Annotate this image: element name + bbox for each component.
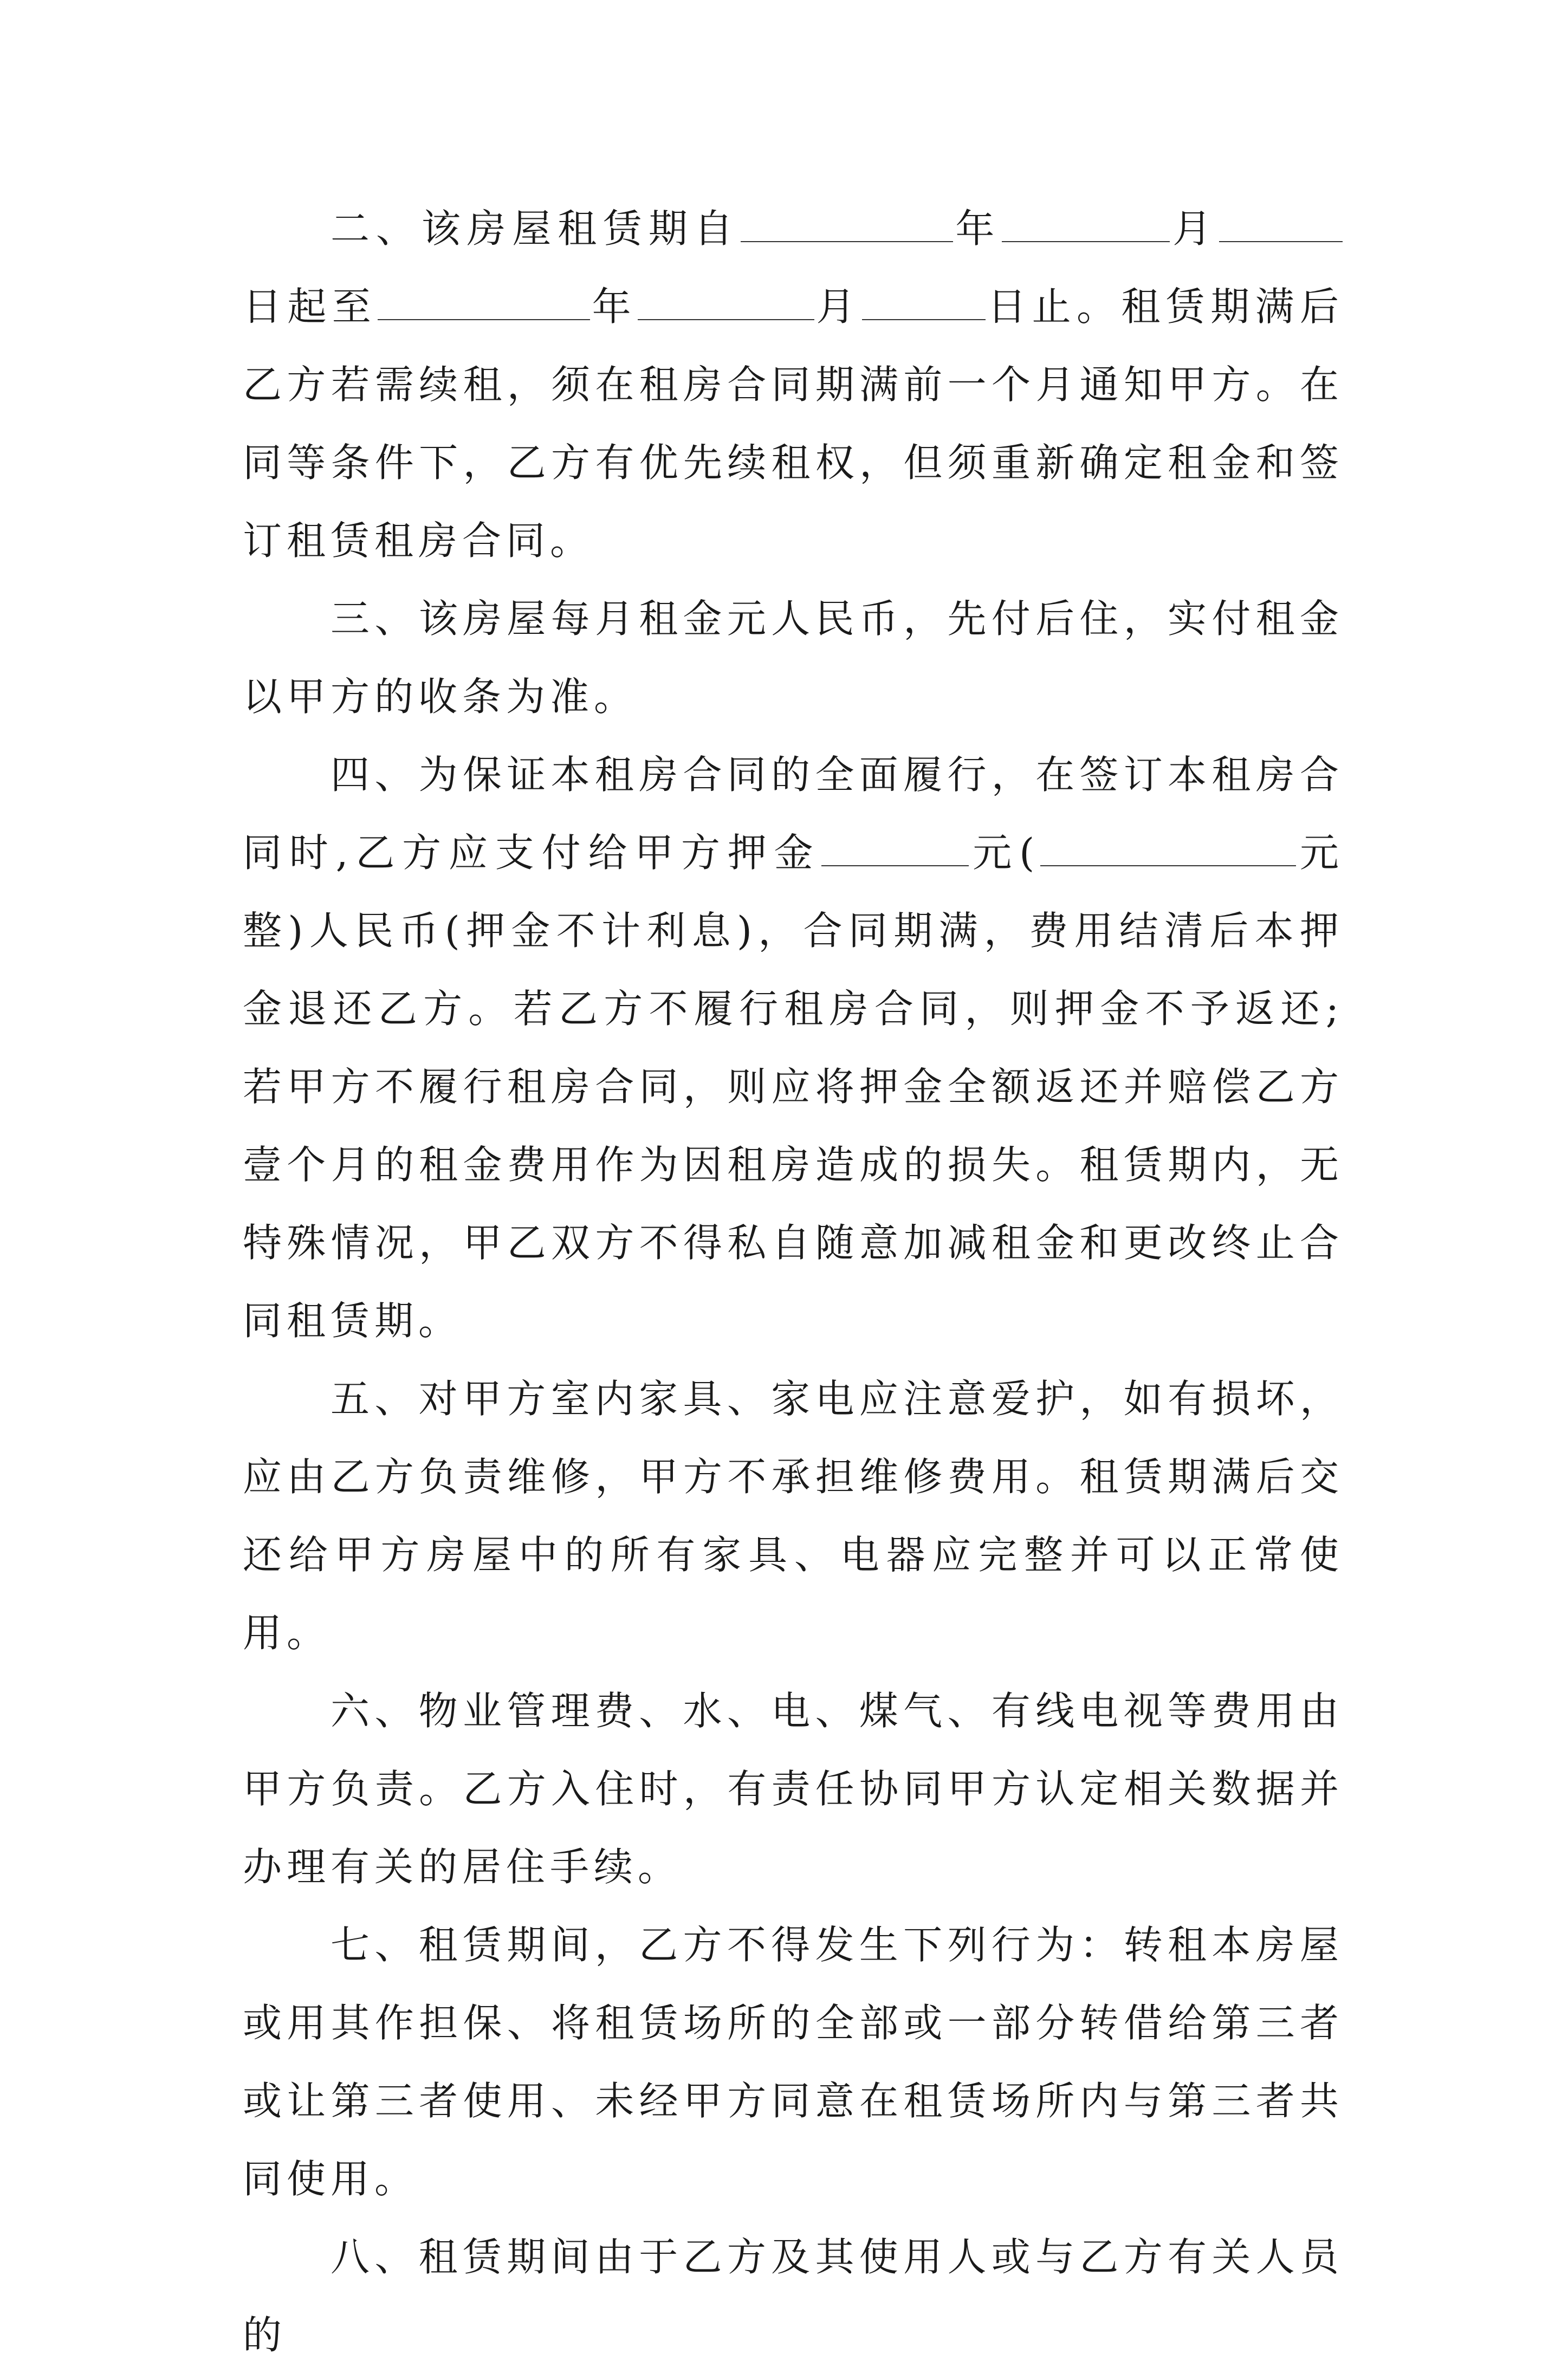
clause-4-text-start: 四、为保证本租房合同的全面履行，在签订本租房合同时,乙方应支付给甲方押金 xyxy=(243,752,1344,875)
start-day-blank xyxy=(1219,206,1343,242)
deposit-amount-unit: 元( xyxy=(970,830,1040,875)
deposit-amount-blank xyxy=(821,831,969,866)
start-year-blank xyxy=(741,206,953,242)
start-month-label: 月 xyxy=(1171,206,1218,251)
deposit-amount-words-blank xyxy=(1040,831,1296,866)
end-year-label: 年 xyxy=(591,284,637,329)
end-day-blank xyxy=(862,284,986,320)
end-date-prefix: 起至 xyxy=(287,284,377,329)
clause-2-text-start: 二、该房屋租赁期自 xyxy=(331,206,740,251)
end-month-blank xyxy=(638,284,814,320)
clause-5-furniture: 五、对甲方室内家具、家电应注意爱护，如有损坏，应由乙方负责维修，甲方不承担维修费用。租赁期满后交还给甲方房屋中的所有家具、电器应完整并可以正常使用。 xyxy=(243,1376,1344,1656)
clause-7-prohibited-acts: 七、租赁期间，乙方不得发生下列行为：转租本房屋或用其作担保、将租赁场所的全部或一部分转借给第三者或让第三者使用、未经甲方同意在租赁场所内与第三者共同使用。 xyxy=(243,1922,1344,2202)
clause-3-rent: 三、该房屋每月租金元人民币，先付后住，实付租金以甲方的收条为准。 xyxy=(243,596,1344,719)
document-body xyxy=(243,190,1344,2374)
start-month-blank xyxy=(1002,206,1170,242)
end-year-blank xyxy=(378,284,590,320)
end-month-label: 月 xyxy=(815,284,861,329)
clause-2-text-end: 日止。租赁期满后乙方若需续租，须在租房合同期满前一个月通知甲方。在同等条件下，乙方有优先续租权，但须重新确定租金和签订租赁租房合同。 xyxy=(243,284,1344,563)
clause-8-liability: 八、租赁期间由于乙方及其使用人或与乙方有关人员的 xyxy=(243,2234,1344,2358)
start-day-label: 日 xyxy=(243,284,288,329)
clause-6-fees: 六、物业管理费、水、电、煤气、有线电视等费用由甲方负责。乙方入住时，有责任协同甲方认定相关数据并办理有关的居住手续。 xyxy=(243,1688,1344,1890)
clause-4-text-end: 元整)人民币(押金不计利息)，合同期满，费用结清后本押金退还乙方。若乙方不履行租房合同，则押金不予返还;若甲方不履行租房合同，则应将押金全额返还并赔偿乙方壹个月的租金费用作为因租房造成的损失。租赁期内，无特殊情况，甲乙双方不得私自随意加减租金和更改终止合同租赁期。 xyxy=(243,830,1344,1344)
start-year-label: 年 xyxy=(954,206,1001,251)
clause-4-deposit xyxy=(243,736,1344,1360)
clause-2-lease-term xyxy=(243,190,1344,580)
